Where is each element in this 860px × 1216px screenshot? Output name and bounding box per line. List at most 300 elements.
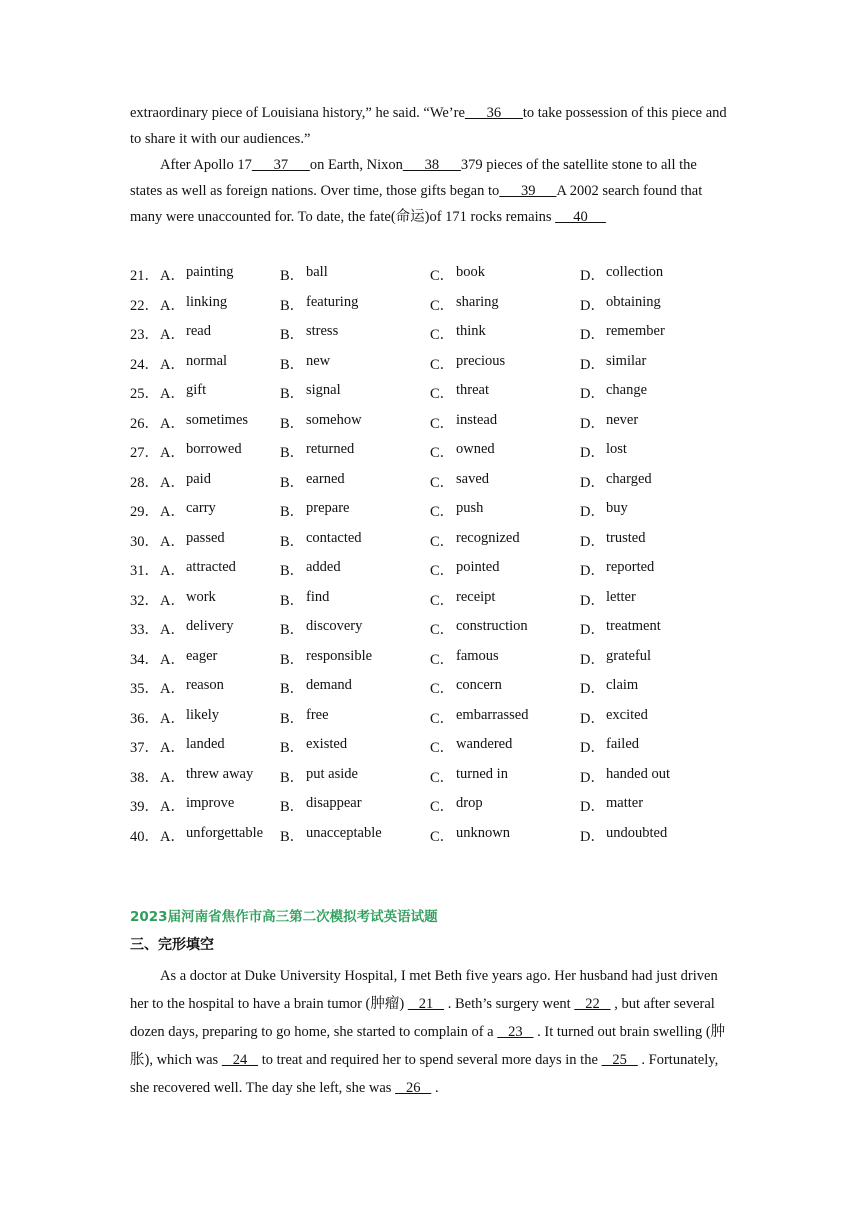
question-number: 26．: [130, 415, 159, 432]
option-a: [160, 677, 280, 698]
option-text: owned: [456, 441, 495, 458]
question-number: 21．: [130, 268, 159, 285]
blank-23: 23: [497, 1024, 534, 1040]
option-letter: B．: [280, 710, 305, 727]
option-text: prepare: [306, 500, 350, 517]
question-number: 37．: [130, 740, 159, 757]
option-letter: D．: [580, 710, 605, 727]
option-a: [160, 500, 280, 521]
option-text: somehow: [306, 411, 362, 428]
option-text: saved: [456, 470, 490, 487]
option-text: unacceptable: [306, 824, 382, 841]
option-text: gift: [186, 382, 207, 399]
option-letter: A．: [160, 563, 185, 580]
option-text: free: [306, 706, 329, 723]
option-d: [580, 530, 720, 551]
option-text: threat: [456, 382, 490, 399]
option-letter: B．: [280, 592, 305, 609]
option-letter: B．: [280, 651, 305, 668]
option-b: [280, 618, 430, 639]
option-text: eager: [186, 647, 218, 664]
passage-text: After Apollo 17: [160, 157, 252, 173]
passage-text: .: [434, 1080, 439, 1096]
option-text: think: [456, 323, 486, 340]
option-b: [280, 264, 430, 285]
option-letter: A．: [160, 474, 185, 491]
option-letter: B．: [280, 327, 305, 344]
blank-37: 37: [251, 157, 310, 173]
option-letter: B．: [280, 563, 305, 580]
exam-title: 2023届河南省焦作市高三第二次模拟考试英语试题: [130, 909, 438, 925]
option-letter: B．: [280, 799, 305, 816]
passage-text: on Earth, Nixon: [309, 157, 403, 173]
option-text: ball: [306, 264, 328, 281]
option-letter: C．: [430, 740, 455, 757]
option-b: [280, 736, 430, 757]
option-d: [580, 471, 720, 492]
option-d: [580, 766, 720, 787]
option-letter: A．: [160, 415, 185, 432]
option-letter: A．: [160, 445, 185, 462]
option-letter: D．: [580, 651, 605, 668]
option-row: [130, 319, 750, 349]
option-row: [130, 762, 750, 792]
question-number: 32．: [130, 592, 159, 609]
option-c: [430, 677, 580, 698]
option-text: linking: [186, 293, 228, 310]
option-b: [280, 382, 430, 403]
question-number: 25．: [130, 386, 159, 403]
passage-paragraph-3: [130, 962, 730, 1102]
option-c: [430, 648, 580, 669]
option-text: lost: [606, 441, 627, 458]
option-text: existed: [306, 736, 348, 753]
question-number: 33．: [130, 622, 159, 639]
option-letter: D．: [580, 297, 605, 314]
option-a: [160, 530, 280, 551]
option-letter: A．: [160, 297, 185, 314]
question-number: 30．: [130, 533, 159, 550]
option-text: reason: [186, 677, 224, 694]
option-letter: A．: [160, 651, 185, 668]
option-c: [430, 795, 580, 816]
option-letter: D．: [580, 799, 605, 816]
option-row: [130, 467, 750, 497]
option-c: [430, 294, 580, 315]
option-a: [160, 441, 280, 462]
option-letter: B．: [280, 681, 305, 698]
option-text: likely: [186, 706, 220, 723]
option-text: featuring: [306, 293, 359, 310]
option-a: [160, 382, 280, 403]
option-row: [130, 673, 750, 703]
question-number: 24．: [130, 356, 159, 373]
option-text: turned in: [456, 765, 508, 782]
option-row: [130, 526, 750, 556]
question-number: 35．: [130, 681, 159, 698]
option-b: [280, 648, 430, 669]
option-row: [130, 260, 750, 290]
option-c: [430, 530, 580, 551]
option-letter: C．: [430, 504, 455, 521]
option-d: [580, 382, 720, 403]
option-letter: D．: [580, 563, 605, 580]
option-b: [280, 589, 430, 610]
option-d: [580, 618, 720, 639]
option-text: put aside: [306, 765, 358, 782]
option-text: discovery: [306, 618, 363, 635]
option-row: [130, 644, 750, 674]
option-letter: B．: [280, 415, 305, 432]
option-d: [580, 559, 720, 580]
option-row: [130, 437, 750, 467]
passage-text: this piece and to share it with our audiences.”: [130, 105, 727, 147]
option-text: demand: [306, 677, 352, 694]
option-text: letter: [606, 588, 636, 605]
option-a: [160, 471, 280, 492]
option-a: [160, 707, 280, 728]
option-c: [430, 500, 580, 521]
option-b: [280, 441, 430, 462]
question-number: 28．: [130, 474, 159, 491]
blank-26: 26: [395, 1080, 432, 1096]
option-c: [430, 618, 580, 639]
option-letter: D．: [580, 681, 605, 698]
option-text: receipt: [456, 588, 496, 605]
option-letter: C．: [430, 828, 455, 845]
option-text: responsible: [306, 647, 373, 664]
option-text: buy: [606, 500, 628, 517]
option-c: [430, 412, 580, 433]
question-number: 23．: [130, 327, 159, 344]
option-text: change: [606, 382, 648, 399]
option-b: [280, 766, 430, 787]
option-row: [130, 555, 750, 585]
blank-36: 36: [464, 105, 523, 121]
option-letter: C．: [430, 710, 455, 727]
option-c: [430, 441, 580, 462]
option-letter: D．: [580, 533, 605, 550]
option-row: [130, 349, 750, 379]
option-letter: A．: [160, 799, 185, 816]
option-letter: B．: [280, 297, 305, 314]
question-number: 31．: [130, 563, 159, 580]
blank-22: 22: [574, 996, 611, 1012]
option-text: failed: [606, 736, 640, 753]
option-text: disappear: [306, 795, 362, 812]
option-letter: C．: [430, 769, 455, 786]
option-letter: A．: [160, 327, 185, 344]
option-text: earned: [306, 470, 345, 487]
option-letter: A．: [160, 268, 185, 285]
option-text: trusted: [606, 529, 646, 546]
option-letter: D．: [580, 327, 605, 344]
option-letter: B．: [280, 533, 305, 550]
option-d: [580, 323, 720, 344]
passage-text: extraordinary piece of Louisiana history,” he said. “We’re: [130, 105, 465, 121]
option-b: [280, 471, 430, 492]
option-c: [430, 589, 580, 610]
option-c: [430, 353, 580, 374]
option-a: [160, 589, 280, 610]
option-letter: A．: [160, 622, 185, 639]
option-text: famous: [456, 647, 499, 664]
option-a: [160, 353, 280, 374]
blank-25: 25: [601, 1052, 638, 1068]
option-letter: B．: [280, 622, 305, 639]
option-row: [130, 408, 750, 438]
option-letter: A．: [160, 828, 185, 845]
option-text: sharing: [456, 293, 499, 310]
option-text: borrowed: [186, 441, 242, 458]
option-a: [160, 294, 280, 315]
option-text: improve: [186, 795, 235, 812]
question-number: 22．: [130, 297, 159, 314]
option-text: pointed: [456, 559, 500, 576]
option-a: [160, 559, 280, 580]
option-text: work: [186, 588, 216, 605]
question-number: 40．: [130, 828, 159, 845]
option-text: sometimes: [186, 411, 249, 428]
option-text: stress: [306, 323, 339, 340]
option-text: unforgettable: [186, 824, 264, 841]
option-letter: A．: [160, 769, 185, 786]
option-text: landed: [186, 736, 225, 753]
option-text: charged: [606, 470, 652, 487]
option-row: [130, 614, 750, 644]
option-letter: B．: [280, 356, 305, 373]
option-letter: D．: [580, 622, 605, 639]
option-row: [130, 703, 750, 733]
passage-text: to treat and required her to spend several more days in the: [261, 1052, 598, 1068]
option-row: [130, 791, 750, 821]
passage-text: . Beth’s surgery went: [447, 996, 571, 1012]
option-letter: B．: [280, 445, 305, 462]
option-text: returned: [306, 441, 355, 458]
option-text: find: [306, 588, 330, 605]
option-letter: D．: [580, 769, 605, 786]
option-text: handed out: [606, 765, 671, 782]
option-c: [430, 471, 580, 492]
option-letter: C．: [430, 356, 455, 373]
option-a: [160, 412, 280, 433]
option-text: instead: [456, 411, 498, 428]
option-letter: A．: [160, 504, 185, 521]
option-letter: C．: [430, 474, 455, 491]
question-number: 36．: [130, 710, 159, 727]
option-b: [280, 530, 430, 551]
option-text: embarrassed: [456, 706, 529, 723]
option-c: [430, 766, 580, 787]
passage-text: A 2002 search found that many were unaccounted for. To date, the fate(命运)of 171 rocks remains: [130, 183, 703, 225]
option-text: push: [456, 500, 484, 517]
option-letter: C．: [430, 592, 455, 609]
option-letter: D．: [580, 504, 605, 521]
option-text: undoubted: [606, 824, 668, 841]
blank-39: 39: [499, 183, 557, 199]
option-text: matter: [606, 795, 644, 812]
option-text: book: [456, 264, 485, 281]
option-b: [280, 559, 430, 580]
option-text: wandered: [456, 736, 513, 753]
section-title: 三、完形填空: [130, 937, 214, 953]
option-b: [280, 353, 430, 374]
question-number: 34．: [130, 651, 159, 668]
option-d: [580, 353, 720, 374]
option-letter: C．: [430, 445, 455, 462]
option-text: never: [606, 411, 639, 428]
option-text: precious: [456, 352, 506, 369]
option-letter: D．: [580, 268, 605, 285]
option-letter: C．: [430, 327, 455, 344]
option-text: concern: [456, 677, 502, 694]
option-text: read: [186, 323, 211, 340]
option-a: [160, 648, 280, 669]
option-text: painting: [186, 264, 234, 281]
option-text: normal: [186, 352, 228, 369]
question-number: 38．: [130, 769, 159, 786]
option-b: [280, 323, 430, 344]
option-d: [580, 707, 720, 728]
option-b: [280, 294, 430, 315]
passage-text: , but after several dozen days, preparing to go home, she started to complain of a: [130, 996, 715, 1040]
passage-text: to take possession of: [522, 105, 644, 121]
blank-21: 21: [407, 996, 445, 1012]
option-text: reported: [606, 559, 655, 576]
option-b: [280, 707, 430, 728]
option-text: similar: [606, 352, 647, 369]
option-b: [280, 677, 430, 698]
option-a: [160, 825, 280, 846]
option-text: claim: [606, 677, 639, 694]
options-list: [130, 260, 750, 850]
option-text: carry: [186, 500, 216, 517]
option-letter: B．: [280, 740, 305, 757]
option-text: grateful: [606, 647, 652, 664]
option-letter: B．: [280, 268, 305, 285]
option-d: [580, 500, 720, 521]
option-row: [130, 585, 750, 615]
option-letter: D．: [580, 445, 605, 462]
option-letter: C．: [430, 533, 455, 550]
option-text: attracted: [186, 559, 236, 576]
option-letter: C．: [430, 268, 455, 285]
option-text: new: [306, 352, 331, 369]
option-text: contacted: [306, 529, 362, 546]
option-d: [580, 264, 720, 285]
passage-text: As a doctor at Duke University Hospital, I met Beth five years ago. Her husband had just driven her to the hospital to have a brain tumor (肿瘤): [130, 968, 718, 1012]
option-letter: C．: [430, 799, 455, 816]
option-a: [160, 618, 280, 639]
option-text: drop: [456, 795, 483, 812]
option-text: signal: [306, 382, 341, 399]
option-text: treatment: [606, 618, 661, 635]
question-number: 39．: [130, 799, 159, 816]
option-letter: D．: [580, 828, 605, 845]
option-c: [430, 382, 580, 403]
option-letter: D．: [580, 474, 605, 491]
option-text: delivery: [186, 618, 234, 635]
option-text: unknown: [456, 824, 510, 841]
option-text: construction: [456, 618, 528, 635]
blank-38: 38: [402, 157, 461, 173]
question-number: 27．: [130, 445, 159, 462]
option-letter: A．: [160, 710, 185, 727]
option-letter: A．: [160, 533, 185, 550]
option-a: [160, 766, 280, 787]
option-a: [160, 264, 280, 285]
option-a: [160, 736, 280, 757]
option-a: [160, 795, 280, 816]
option-letter: D．: [580, 415, 605, 432]
option-b: [280, 795, 430, 816]
option-text: recognized: [456, 529, 520, 546]
option-d: [580, 412, 720, 433]
option-a: [160, 323, 280, 344]
option-row: [130, 378, 750, 408]
option-letter: C．: [430, 415, 455, 432]
option-letter: D．: [580, 356, 605, 373]
option-text: remember: [606, 323, 665, 340]
question-number: 29．: [130, 504, 159, 521]
option-b: [280, 825, 430, 846]
option-d: [580, 736, 720, 757]
option-row: [130, 290, 750, 320]
option-text: collection: [606, 264, 664, 281]
option-letter: B．: [280, 386, 305, 403]
option-d: [580, 677, 720, 698]
option-text: threw away: [186, 765, 254, 782]
option-d: [580, 294, 720, 315]
option-letter: A．: [160, 386, 185, 403]
option-letter: C．: [430, 297, 455, 314]
option-letter: C．: [430, 622, 455, 639]
option-c: [430, 736, 580, 757]
passage-paragraph-2: [130, 152, 730, 230]
option-letter: A．: [160, 356, 185, 373]
option-letter: C．: [430, 651, 455, 668]
option-row: [130, 732, 750, 762]
option-c: [430, 264, 580, 285]
option-d: [580, 825, 720, 846]
option-b: [280, 412, 430, 433]
option-letter: D．: [580, 386, 605, 403]
option-letter: B．: [280, 828, 305, 845]
blank-40: 40: [555, 209, 606, 225]
option-c: [430, 707, 580, 728]
option-d: [580, 441, 720, 462]
option-letter: D．: [580, 740, 605, 757]
option-d: [580, 589, 720, 610]
option-row: [130, 496, 750, 526]
option-letter: A．: [160, 681, 185, 698]
option-letter: D．: [580, 592, 605, 609]
passage-text: . Fortunately, she recovered well. The day she left, she was: [130, 1052, 719, 1096]
option-c: [430, 323, 580, 344]
option-letter: A．: [160, 592, 185, 609]
option-letter: C．: [430, 681, 455, 698]
option-letter: C．: [430, 386, 455, 403]
option-text: passed: [186, 529, 225, 546]
option-letter: A．: [160, 740, 185, 757]
option-b: [280, 500, 430, 521]
option-c: [430, 559, 580, 580]
option-d: [580, 795, 720, 816]
option-letter: B．: [280, 474, 305, 491]
option-text: paid: [186, 470, 211, 487]
option-text: added: [306, 559, 341, 576]
blank-24: 24: [221, 1052, 259, 1068]
